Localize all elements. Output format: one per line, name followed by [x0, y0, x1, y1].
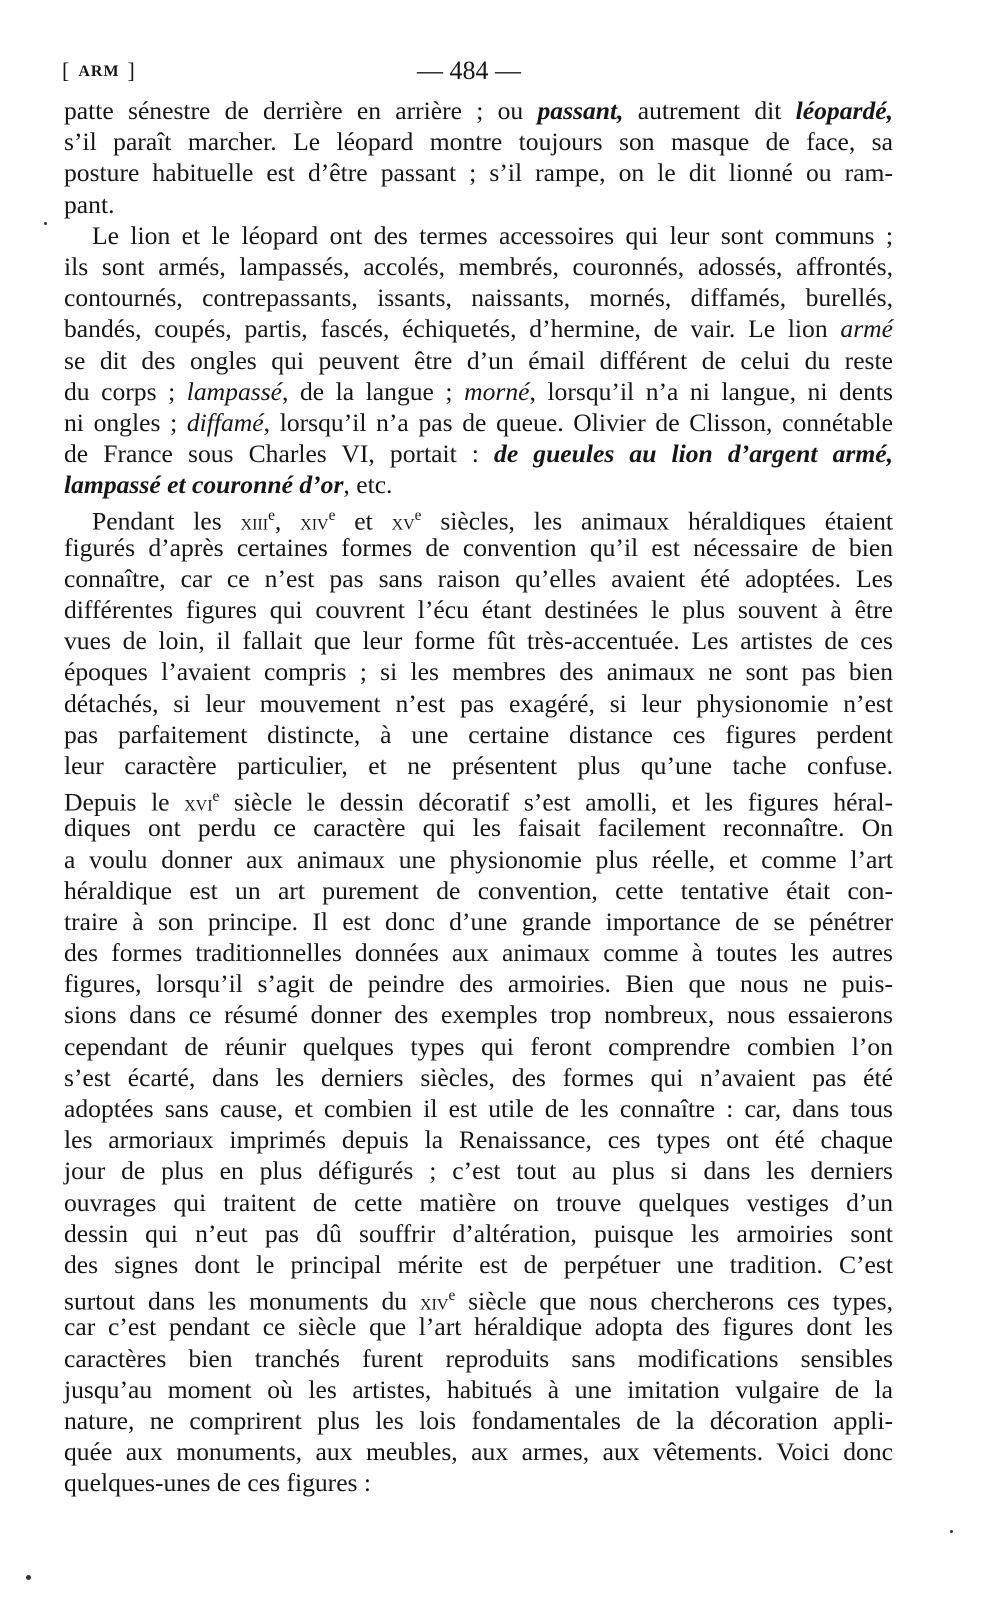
text-run: posture habituelle est d’être passant ; s’il rampe, on le dit lionné ou ram-	[64, 158, 893, 188]
text-run: dessin qui n’eut pas dû souffrir d’altération, puisque les armoiries sont	[64, 1218, 893, 1248]
text-line	[64, 750, 893, 781]
page-number: — 484 —	[417, 56, 521, 85]
italic-term: armé	[840, 314, 893, 344]
section-heading	[62, 58, 136, 84]
text-run: de France sous Charles VI, portait :	[64, 439, 495, 469]
text-line	[64, 812, 893, 843]
section-abbreviation: ARM	[78, 63, 120, 80]
text-line	[64, 1124, 893, 1155]
text-run: s’est écarté, dans les derniers siècles, des formes qui n’avaient pas été	[64, 1062, 893, 1092]
text-line	[64, 719, 893, 750]
text-run: nature, ne comprirent plus les lois fondamentales de la décoration appli-	[64, 1405, 893, 1435]
text-line	[64, 469, 893, 500]
text-run: figurés d’après certaines formes de convention qu’il est nécessaire de bien	[64, 532, 893, 562]
text-run: autrement dit	[623, 96, 796, 125]
text-line	[64, 937, 893, 968]
text-line	[64, 1311, 893, 1342]
text-run: des signes dont le principal mérite est de perpétuer une tradition. C’est	[64, 1249, 893, 1279]
text-line	[64, 1187, 893, 1218]
italic-term: diffamé	[186, 407, 264, 437]
text-line	[64, 1436, 893, 1467]
text-run: adoptées sans cause, et combien il est utile de les connaître : car, dans tous	[64, 1094, 893, 1123]
text-line	[64, 1280, 893, 1316]
text-line	[64, 875, 893, 906]
text-line	[64, 688, 893, 719]
italic-term: passant,	[537, 96, 624, 125]
print-speck	[44, 222, 47, 225]
text-line	[64, 968, 893, 999]
century-numeral: xv	[391, 508, 415, 535]
text-run: figures, lorsqu’il s’agit de peindre des armoiries. Bien que nous ne puis-	[64, 969, 893, 999]
text-run: les armoriaux imprimés depuis la Renaissance, ces types ont été chaque	[64, 1125, 893, 1155]
text-line	[64, 345, 893, 376]
text-run: et	[335, 506, 392, 536]
text-run: leur caractère particulier, et ne présentent plus qu’une tache confuse.	[64, 750, 893, 780]
text-run: contournés, contrepassants, issants, naissants, mornés, diffamés, burellés,	[64, 283, 893, 313]
text-line	[64, 407, 893, 438]
text-run: jusqu’au moment où les artistes, habitués à une imitation vulgaire de la	[64, 1374, 893, 1404]
text-run: quée aux monuments, aux meubles, aux armes, aux vêtements. Voici donc	[64, 1437, 893, 1467]
ordinal-superscript: e	[414, 507, 422, 525]
text-line	[64, 563, 893, 594]
century-numeral: xiii	[240, 508, 269, 535]
text-run: quelques-unes de ces figures :	[64, 1468, 372, 1498]
text-line	[64, 1343, 893, 1374]
text-line	[64, 1062, 893, 1093]
print-speck	[26, 1575, 31, 1580]
century-numeral: xiv	[300, 508, 329, 535]
text-line	[64, 781, 893, 817]
text-run: ils sont armés, lampassés, accolés, membrés, couronnés, adossés, affrontés,	[64, 251, 893, 281]
text-line	[64, 313, 893, 344]
text-line	[64, 1155, 893, 1186]
text-run: Pendant les	[92, 506, 241, 536]
text-run: car c’est pendant ce siècle que l’art héraldique adopta des figures dont les	[64, 1312, 893, 1342]
text-run: patte sénestre de derrière en arrière ; ou	[64, 96, 538, 125]
text-line	[64, 95, 893, 126]
text-run: héraldique est un art purement de convention, cette tentative était con-	[64, 875, 893, 905]
text-line	[64, 594, 893, 625]
text-run: surtout dans les monuments du	[64, 1286, 420, 1316]
text-line	[64, 1374, 893, 1405]
text-run: , etc.	[343, 470, 393, 500]
text-run: connaître, car ce n’est pas sans raison qu’elles avaient été adoptées. Les	[64, 563, 893, 593]
text-line	[64, 999, 893, 1030]
ordinal-superscript: e	[448, 1287, 456, 1305]
text-run: ni ongles ;	[64, 407, 187, 437]
text-line	[64, 376, 893, 407]
text-run: différentes figures qui couvrent l’écu étant destinées le plus souvent à être	[64, 595, 893, 624]
text-run: ,	[274, 506, 301, 536]
text-line	[64, 189, 893, 220]
text-run: caractères bien tranchés furent reproduits sans modifications sensibles	[64, 1343, 893, 1373]
text-line	[64, 1249, 893, 1280]
text-line	[64, 157, 893, 188]
text-run: se dit des ongles qui peuvent être d’un émail différent de celui du reste	[64, 345, 893, 375]
century-numeral: xvi	[184, 789, 213, 816]
text-run: vues de loin, il fallait que leur forme fût très-accentuée. Les artistes de ces	[64, 626, 893, 656]
ordinal-superscript: e	[268, 507, 275, 525]
text-line	[64, 1093, 893, 1124]
text-run: s’il paraît marcher. Le léopard montre toujours son masque de face, sa	[64, 127, 893, 157]
text-run: traire à son principe. Il est donc d’une grande importance de se pénétrer	[64, 906, 893, 936]
text-run: ouvrages qui traitent de cette matière on trouve quelques vestiges d’un	[64, 1187, 893, 1217]
bracket-close: ]	[127, 58, 136, 83]
text-run: cependant de réunir quelques types qui feront comprendre combien l’on	[64, 1031, 893, 1061]
text-run: , de la langue ;	[282, 376, 465, 406]
text-run: Le lion et le léopard ont des termes accessoires qui leur sont communs ;	[92, 220, 893, 250]
text-run: diques ont perdu ce caractère qui les faisait facilement reconnaître. On	[64, 813, 893, 843]
italic-term: de gueules au lion d’argent armé,	[494, 439, 893, 469]
text-run: Depuis le	[64, 787, 185, 817]
body-text	[64, 95, 893, 1498]
text-run: bandés, coupés, partis, fascés, échiquetés, d’hermine, de vair. Le lion	[64, 314, 841, 344]
print-speck	[950, 1530, 953, 1533]
text-line	[64, 126, 893, 157]
italic-term: lampassé et couronné d’or	[64, 470, 344, 500]
ordinal-superscript: e	[328, 507, 336, 525]
text-line	[64, 220, 893, 251]
bracket-open: [	[62, 58, 71, 83]
text-line	[64, 1467, 893, 1498]
text-run: , lorsqu’il n’a pas de queue. Olivier de Clisson, connétable	[263, 407, 893, 437]
italic-term: lampassé	[186, 376, 283, 406]
text-line	[64, 1405, 893, 1436]
text-run: époques l’avaient compris ; si les membres des animaux ne sont pas bien	[64, 657, 893, 687]
italic-term: léopardé,	[795, 96, 894, 125]
text-line	[64, 532, 893, 563]
text-run: détachés, si leur mouvement n’est pas exagéré, si leur physionomie n’est	[64, 688, 893, 718]
text-line	[64, 625, 893, 656]
text-line	[64, 656, 893, 687]
text-run: des formes traditionnelles données aux animaux comme à toutes les autres	[64, 938, 893, 968]
italic-term: morné	[464, 376, 530, 406]
century-numeral: xiv	[420, 1288, 449, 1315]
text-run: pas parfaitement distincte, à une certaine distance ces figures perdent	[64, 719, 893, 749]
text-run: siècle le dessin décoratif s’est amolli, et les figures héral-	[219, 787, 893, 817]
text-line	[64, 1031, 893, 1062]
text-line	[64, 906, 893, 937]
text-run: pant.	[64, 189, 115, 219]
text-line	[64, 500, 893, 536]
text-line	[64, 251, 893, 282]
text-line	[64, 1218, 893, 1249]
text-line	[64, 438, 893, 469]
text-run: jour de plus en plus défigurés ; c’est tout au plus si dans les derniers	[64, 1156, 893, 1186]
ordinal-superscript: e	[212, 788, 220, 806]
text-run: sions dans ce résumé donner des exemples trop nombreux, nous essaierons	[64, 1000, 893, 1030]
text-run: a voulu donner aux animaux une physionomie plus réelle, et comme l’art	[64, 844, 893, 874]
text-run: du corps ;	[64, 376, 187, 406]
running-header	[62, 56, 892, 90]
text-run: , lorsqu’il n’a ni langue, ni dents	[529, 376, 893, 406]
text-line	[64, 282, 893, 313]
text-run: siècle que nous chercherons ces types,	[455, 1286, 893, 1316]
text-line	[64, 844, 893, 875]
text-run: siècles, les animaux héraldiques étaient	[421, 506, 893, 536]
